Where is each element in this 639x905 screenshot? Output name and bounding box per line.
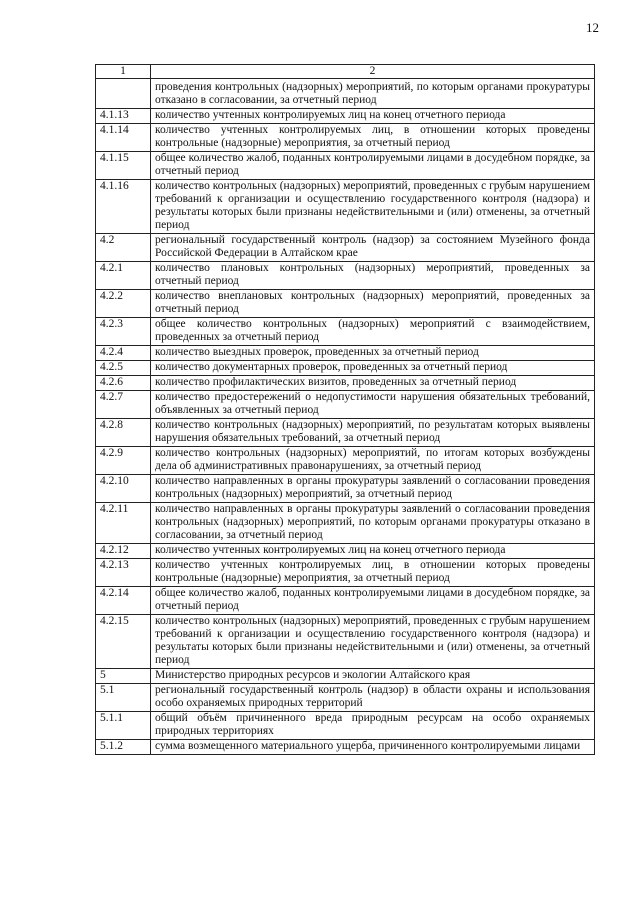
row-text: количество контрольных (надзорных) мероприятий, по итогам которых возбуждены дела об административных правонарушениях, за отчетный период [151, 447, 595, 475]
table-row [96, 391, 595, 419]
table-row [96, 109, 595, 124]
row-code: 5 [96, 669, 151, 684]
row-code: 4.2.2 [96, 290, 151, 318]
row-text: количество контрольных (надзорных) мероприятий, проведенных с грубым нарушением требований к организации и осуществлению государственного контроля (надзора) и результаты которых были признаны недействительными и (или) отменены, за отчетный период [151, 615, 595, 669]
row-text: количество учтенных контролируемых лиц на конец отчетного периода [151, 544, 595, 559]
row-code: 4.2.14 [96, 587, 151, 615]
header-col-2: 2 [151, 65, 595, 79]
row-text: региональный государственный контроль (надзор) в области охраны и использования особо охраняемых природных территорий [151, 684, 595, 712]
table-row [96, 544, 595, 559]
table-row [96, 180, 595, 234]
row-text: количество выездных проверок, проведенных за отчетный период [151, 346, 595, 361]
table-row [96, 587, 595, 615]
row-text: количество плановых контрольных (надзорных) мероприятий, проведенных за отчетный период [151, 262, 595, 290]
table-row [96, 669, 595, 684]
table-row [96, 234, 595, 262]
row-code: 4.1.16 [96, 180, 151, 234]
table-row [96, 475, 595, 503]
row-code: 4.2.4 [96, 346, 151, 361]
indicator-table [95, 64, 595, 755]
row-code: 4.2.12 [96, 544, 151, 559]
row-code: 4.2.8 [96, 419, 151, 447]
row-code: 5.1.2 [96, 740, 151, 755]
table-row [96, 615, 595, 669]
row-code: 4.2.5 [96, 361, 151, 376]
row-text: количество внеплановых контрольных (надзорных) мероприятий, проведенных за отчетный период [151, 290, 595, 318]
table-row [96, 447, 595, 475]
row-code: 4.2.3 [96, 318, 151, 346]
row-text: количество направленных в органы прокуратуры заявлений о согласовании проведения контрольных (надзорных) мероприятий, по которым органами прокуратуры отказано в согласовании, за отчетный период [151, 503, 595, 544]
row-text: количество профилактических визитов, проведенных за отчетный период [151, 376, 595, 391]
row-text: количество контрольных (надзорных) мероприятий, по результатам которых выявлены нарушения обязательных требований, за отчетный период [151, 419, 595, 447]
table-row [96, 684, 595, 712]
row-code: 4.2.6 [96, 376, 151, 391]
row-text: количество учтенных контролируемых лиц, в отношении которых проведены контрольные (надзорные) мероприятия, за отчетный период [151, 124, 595, 152]
table-row [96, 503, 595, 544]
row-text: количество контрольных (надзорных) мероприятий, проведенных с грубым нарушением требований к организации и осуществлению государственного контроля (надзора) и результаты которых были признаны недействительными и (или) отменены, за отчетный период [151, 180, 595, 234]
row-text: общее количество жалоб, поданных контролируемыми лицами в досудебном порядке, за отчетный период [151, 152, 595, 180]
table-row [96, 290, 595, 318]
table-row [96, 712, 595, 740]
table-row [96, 740, 595, 755]
row-text: Министерство природных ресурсов и экологии Алтайского края [151, 669, 595, 684]
row-text: проведения контрольных (надзорных) мероприятий, по которым органами прокуратуры отказано в согласовании, за отчетный период [151, 79, 595, 109]
row-text: региональный государственный контроль (надзор) за состоянием Музейного фонда Российской Федерации в Алтайском крае [151, 234, 595, 262]
table-row [96, 152, 595, 180]
row-text: количество направленных в органы прокуратуры заявлений о согласовании проведения контрольных (надзорных) мероприятий, за отчетный период [151, 475, 595, 503]
row-text: общий объём причиненного вреда природным ресурсам на особо охраняемых природных территориях [151, 712, 595, 740]
table-header-row [96, 65, 595, 79]
row-code: 4.2.1 [96, 262, 151, 290]
table-row [96, 318, 595, 346]
table-row [96, 346, 595, 361]
row-code: 4.2.11 [96, 503, 151, 544]
row-text: сумма возмещенного материального ущерба, причиненного контролируемыми лицами [151, 740, 595, 755]
row-code: 4.2.9 [96, 447, 151, 475]
row-code: 4.1.13 [96, 109, 151, 124]
row-code: 5.1 [96, 684, 151, 712]
row-code: 4.1.14 [96, 124, 151, 152]
header-col-1: 1 [96, 65, 151, 79]
row-code: 4.2.10 [96, 475, 151, 503]
row-text: количество документарных проверок, проведенных за отчетный период [151, 361, 595, 376]
table-row [96, 419, 595, 447]
row-code: 4.2 [96, 234, 151, 262]
row-text: общее количество контрольных (надзорных) мероприятий с взаимодействием, проведенных за отчетный период [151, 318, 595, 346]
table-row [96, 361, 595, 376]
row-code: 4.2.13 [96, 559, 151, 587]
row-text: количество предостережений о недопустимости нарушения обязательных требований, объявленных за отчетный период [151, 391, 595, 419]
row-text: количество учтенных контролируемых лиц на конец отчетного периода [151, 109, 595, 124]
row-text: общее количество жалоб, поданных контролируемыми лицами в досудебном порядке, за отчетный период [151, 587, 595, 615]
row-code [96, 79, 151, 109]
table-row [96, 376, 595, 391]
table-row [96, 79, 595, 109]
page-number: 12 [586, 20, 599, 35]
row-code: 4.2.15 [96, 615, 151, 669]
table-row [96, 262, 595, 290]
row-code: 5.1.1 [96, 712, 151, 740]
row-code: 4.1.15 [96, 152, 151, 180]
table-row [96, 559, 595, 587]
row-code: 4.2.7 [96, 391, 151, 419]
table-row [96, 124, 595, 152]
row-text: количество учтенных контролируемых лиц, в отношении которых проведены контрольные (надзорные) мероприятия, за отчетный период [151, 559, 595, 587]
